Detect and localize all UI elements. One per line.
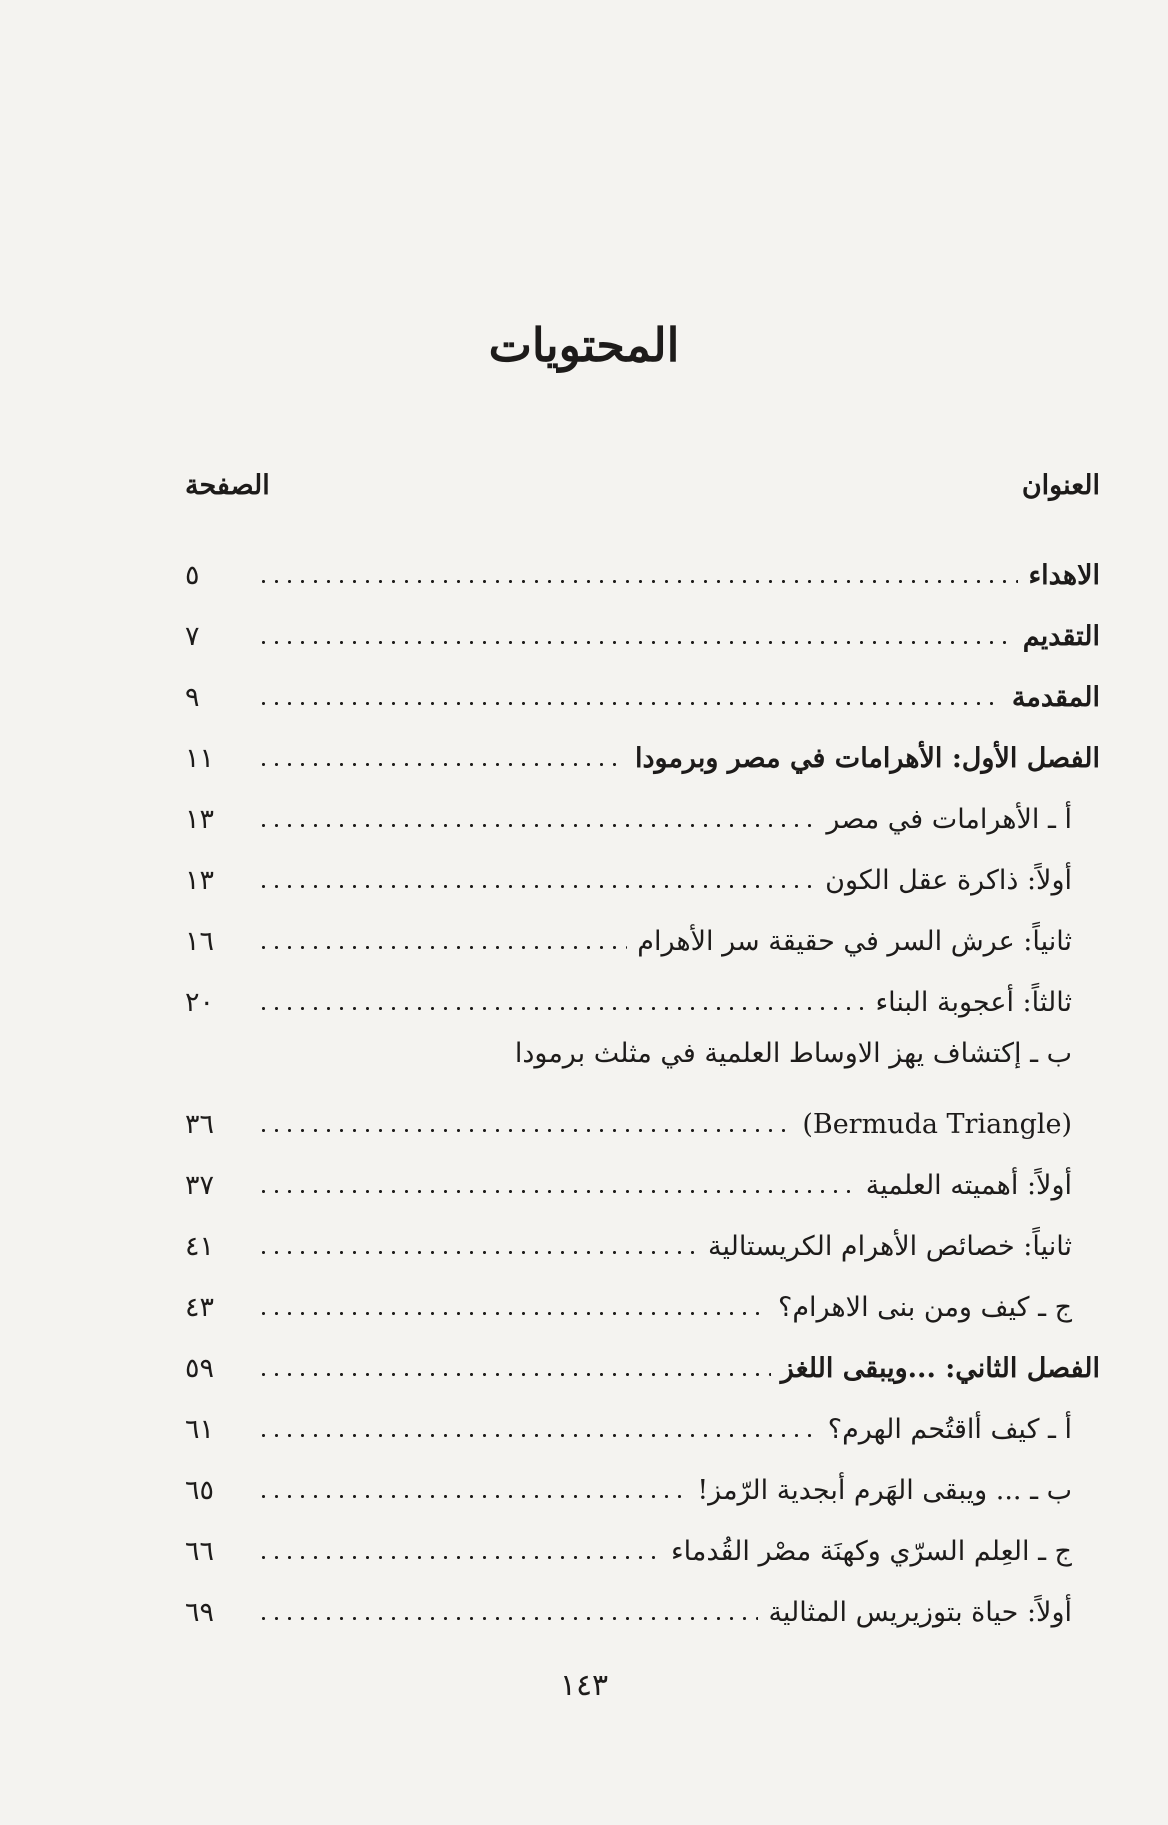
toc-entry-label: ج ـ كيف ومن بنى الاهرام؟ — [777, 1292, 1072, 1323]
toc-entry-section — [185, 902, 1100, 963]
toc-entry-page: ٦٥ — [185, 1475, 215, 1506]
toc-entry-page: ٢٠ — [185, 987, 215, 1018]
page-number: ١٤٣ — [559, 1668, 609, 1703]
dot-leader — [257, 946, 627, 949]
toc-entry-section — [185, 1146, 1100, 1207]
dot-leader — [257, 824, 816, 827]
toc-entry-label: أولاً: ذاكرة عقل الكون — [825, 865, 1072, 896]
column-page-heading: الصفحة — [185, 470, 270, 501]
toc-header — [185, 470, 1100, 514]
toc-entry-label: ج ـ العِلم السرّي وكهنَة مصْر القُدماء — [670, 1536, 1072, 1567]
dot-leader — [257, 1373, 771, 1376]
toc-entry-section — [185, 1573, 1100, 1634]
toc-entry-page: ١٣ — [185, 804, 215, 835]
toc-entry-label: التقديم — [1022, 621, 1100, 652]
toc-entry-section — [185, 1451, 1100, 1512]
toc-entry-section — [185, 1390, 1100, 1451]
dot-leader — [257, 885, 815, 888]
toc-entry-section — [185, 963, 1100, 1024]
toc-entry-section — [185, 1268, 1100, 1329]
toc-entry-section — [185, 1512, 1100, 1573]
page-title: المحتويات — [488, 318, 680, 372]
toc-entry-introduction — [185, 658, 1100, 719]
dot-leader — [257, 1312, 768, 1315]
toc-entry-label: أولاً: أهميته العلمية — [865, 1170, 1072, 1201]
toc-entry-page: ١٣ — [185, 865, 215, 896]
toc-entry-dedication — [185, 536, 1100, 597]
toc-entry-page: ٤١ — [185, 1231, 215, 1262]
dot-leader — [257, 641, 1013, 644]
dot-leader — [257, 580, 1018, 583]
toc-entry-section — [185, 841, 1100, 902]
dot-leader — [257, 1007, 865, 1010]
column-title-heading: العنوان — [1021, 470, 1100, 501]
toc-entry-page: ٩ — [185, 682, 200, 713]
toc-entry-section — [185, 1207, 1100, 1268]
toc-entry-label: الفصل الثاني: ...ويبقى اللغز — [780, 1353, 1100, 1384]
toc-entry-second-line — [185, 1085, 1100, 1146]
dot-leader — [257, 1129, 792, 1132]
toc-entry-page: ٥٩ — [185, 1353, 215, 1384]
toc-entry-page: ٦٦ — [185, 1536, 215, 1567]
dot-leader — [257, 1434, 818, 1437]
toc-entry-section — [185, 780, 1100, 841]
toc-entry-presentation — [185, 597, 1100, 658]
toc-entry-label: ب ـ إكتشاف يهز الاوساط العلمية في مثلث برمودا — [514, 1038, 1072, 1069]
toc-entry-label: ثالثاً: أعجوبة البناء — [875, 987, 1072, 1018]
toc-entry-section-two-line — [185, 1024, 1100, 1146]
toc-entry-label: ب ـ ... ويبقى الهَرم أبجدية الرّمز! — [697, 1475, 1072, 1506]
toc-entry-label: الاهداء — [1028, 560, 1100, 591]
toc-entry-label: ثانياً: عرش السر في حقيقة سر الأهرام — [637, 926, 1072, 957]
toc-entry-label: ثانياً: خصائص الأهرام الكريستالية — [707, 1231, 1072, 1262]
toc-entry-chapter-1 — [185, 719, 1100, 780]
toc-entry-page: ٣٧ — [185, 1170, 215, 1201]
toc-entry-page: ١١ — [185, 743, 215, 774]
toc-entry-label: أ ـ الأهرامات في مصر — [826, 804, 1072, 835]
toc-entry-page: ٤٣ — [185, 1292, 215, 1323]
dot-leader — [257, 702, 1002, 705]
dot-leader — [257, 1190, 856, 1193]
toc-entry-label: المقدمة — [1011, 682, 1100, 713]
dot-leader — [257, 763, 625, 766]
toc-entry-page: ٣٦ — [185, 1109, 215, 1140]
toc-entry-page: ٦١ — [185, 1414, 215, 1445]
dot-leader — [257, 1556, 661, 1559]
toc-entry-label: الفصل الأول: الأهرامات في مصر وبرمودا — [635, 743, 1100, 774]
toc-entry-label-english: (Bermuda Triangle) — [802, 1109, 1072, 1140]
dot-leader — [257, 1495, 687, 1498]
dot-leader — [257, 1617, 758, 1620]
dot-leader — [257, 1251, 698, 1254]
toc-entry-page: ١٦ — [185, 926, 215, 957]
toc-entry-label: أولاً: حياة بتوزيريس المثالية — [768, 1597, 1072, 1628]
toc-entry-chapter-2 — [185, 1329, 1100, 1390]
toc-entry-page: ٥ — [185, 560, 200, 591]
toc-entry-page: ٧ — [185, 621, 200, 652]
toc-entry-label: أ ـ كيف أاقتُحم الهرم؟ — [827, 1414, 1072, 1445]
toc-entry-page: ٦٩ — [185, 1597, 215, 1628]
table-of-contents — [185, 536, 1100, 1634]
